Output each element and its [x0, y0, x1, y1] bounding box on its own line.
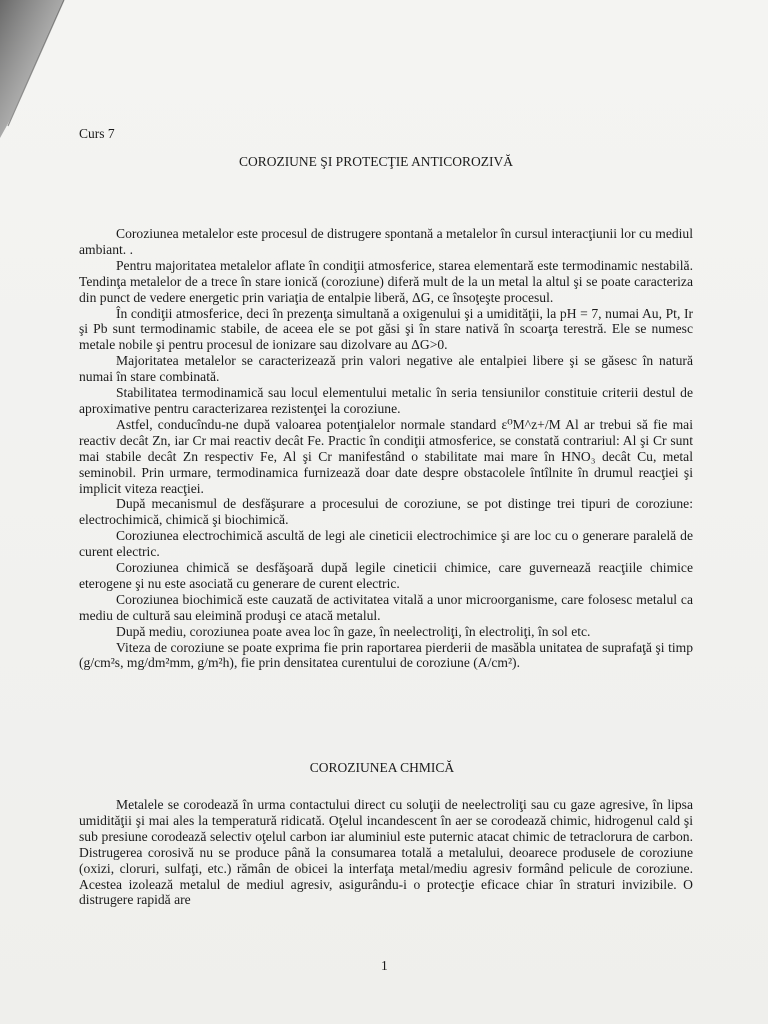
- paragraph: În condiţii atmosferice, deci în prezenţa simultană a oxigenului şi a umidităţii, la pH = 7, numai Au, Pt, Ir şi Pb sunt termodinamic stabile, de aceea ele se pot găsi şi în stare nativă în scoarţa terestră. Ele se numesc metale nobile şi pentru procesul de ionizare sau dizolvare au ΔG>0.: [79, 305, 693, 353]
- paragraph: Pentru majoritatea metalelor aflate în condiţii atmosferice, starea elementară este termodinamic nestabilă. Tendinţa metalelor de a trece în stare ionică (coroziune) diferă mult de la un metal la altul şi se poate caracteriza din punct de vedere energetic prin variaţia de entalpie liberă, ΔG, ce însoţeşte procesul.: [79, 257, 693, 305]
- paragraph: Stabilitatea termodinamică sau locul elementului metalic în seria tensiunilor constituie criterii destul de aproximative pentru caracterizarea rezistenţei la coroziune.: [79, 385, 693, 416]
- course-label: Curs 7: [79, 126, 115, 141]
- paragraph: Coroziunea metalelor este procesul de distrugere spontană a metalelor în cursul interacţiunii lor cu mediul ambiant. .: [79, 226, 693, 257]
- paragraph: Coroziunea biochimică este cauzată de activitatea vitală a unor microorganisme, care folosesc metalul ca mediu de cultură sau eleimină produşi ce atacă metalul.: [79, 591, 693, 623]
- paragraph: Coroziunea chimică se desfăşoară după legile cineticii chimice, care guvernează reacţiile chimice eterogene şi nu este asociată cu generare de curent electric.: [79, 560, 693, 591]
- page-number: 1: [381, 958, 388, 973]
- paragraph: Astfel, conducîndu-ne după valoarea potenţialelor normale standard ε⁰M^z+/M Al ar trebui să fie mai reactiv decât Zn, iar Cr mai reactiv decât Fe. Practic în condiţii atmosferice, se constată contrariul: Al şi Cr sunt mai stabile decât Zn respectiv Fe, Al şi Cr manifestând o stabilitate mai mare în HNO₃ decât Cu, metal seminobil. Prin urmare, termodinamica furnizează doar date despre obstacolele întîlnite în drumul reacţiei şi implicit viteza reacţiei.: [79, 416, 693, 496]
- section-text-block: [79, 797, 693, 908]
- paragraph: Coroziunea electrochimică ascultă de legi ale cineticii electrochimice şi are loc cu o generare paralelă de curent electric.: [79, 528, 693, 560]
- paragraph: Viteza de coroziune se poate exprima fie prin raportarea pierderii de masăbla unitatea de suprafaţă şi timp (g/cm²s, mg/dm²mm, g/m²h), fie prin densitatea curentului de coroziune (A/cm²).: [79, 639, 693, 671]
- intro-text-block: [79, 226, 693, 671]
- page-corner-fold-shadow: [0, 0, 80, 140]
- paragraph: Majoritatea metalelor se caracterizează prin valori negative ale entalpiei libere şi se găsesc în natură numai în stare combinată.: [79, 353, 693, 385]
- section-title: COROZIUNEA CHMICĂ: [309, 760, 455, 775]
- paragraph: Metalele se corodează în urma contactului direct cu soluţii de neelectroliţi sau cu gaze agresive, în lipsa umidităţii şi mai ales la temperatură ridicată. Oţelul incandescent în aer se corodează chimic, hidrogenul cald şi sub presiune corodează selectiv oţelul carbon iar aluminiul este puternic atacat chimic de tetraclorura de carbon. Distrugerea corosivă nu se produce până la consumarea totală a metalului, deoarece produsele de coroziune (oxizi, cloruri, sulfaţi, etc.) rămân de obicei la interfaţa metal/mediu agresiv formând pelicule de coroziune. Acestea izolează metalul de mediul agresiv, asigurându-i o protecţie eficace chiar în straturi invizibile. O distrugere rapidă are: [79, 797, 693, 908]
- paragraph: După mediu, coroziunea poate avea loc în gaze, în neelectroliţi, în electroliţi, în sol etc.: [116, 623, 591, 639]
- paragraph: După mecanismul de desfăşurare a procesului de coroziune, se pot distinge trei tipuri de coroziune: electrochimică, chimică şi biochimică.: [79, 496, 693, 528]
- document-title: COROZIUNE ŞI PROTECŢIE ANTICOROZIVĂ: [238, 154, 514, 169]
